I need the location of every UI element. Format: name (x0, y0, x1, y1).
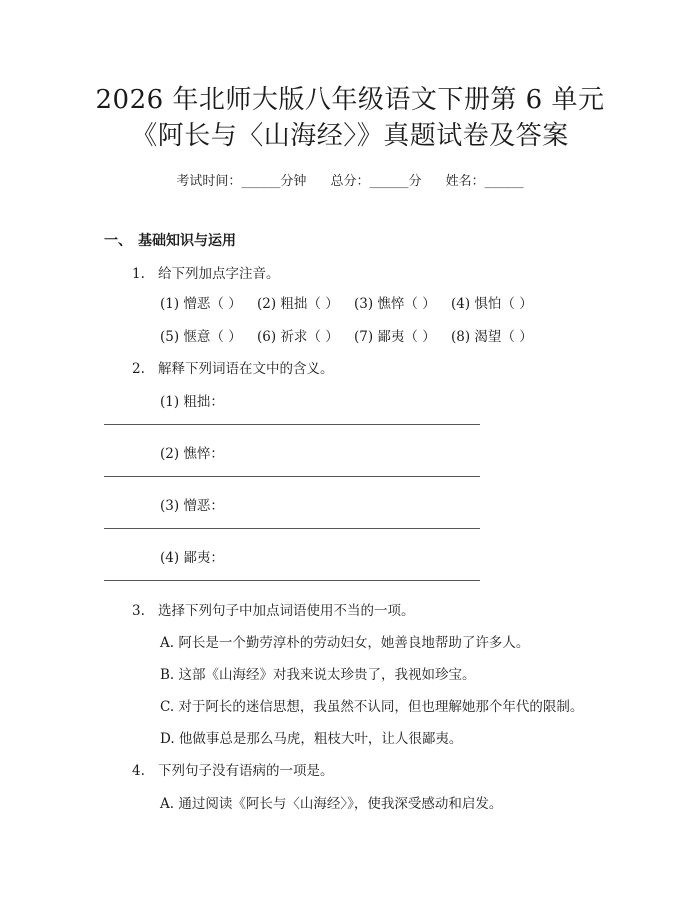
question-text: 给下列加点字注音。 (158, 266, 280, 282)
section-title: 基础知识与运用 (138, 233, 236, 249)
option-c: C. 对于阿长的迷信思想，我虽然不认同，但也理解她那个年代的限制。 (160, 699, 584, 715)
exam-time: 考试时间：______分钟 (176, 174, 307, 189)
section-number: 一、 (104, 233, 132, 249)
pinyin-row-1 (160, 292, 548, 312)
definition-item-4: (4) 鄙夷： (160, 550, 224, 566)
exam-score: 总分：______分 (330, 174, 422, 189)
pinyin-item: (7) 鄙夷（ ） (354, 329, 436, 345)
pinyin-item: (8) 渴望（ ） (451, 329, 533, 345)
pinyin-item: (5) 惬意（ ） (160, 329, 242, 345)
pinyin-item: (4) 惧怕（ ） (451, 296, 533, 312)
answer-line (104, 476, 480, 477)
question-text: 选择下列句子中加点词语使用不当的一项。 (158, 603, 415, 619)
title-line-2: 《阿长与〈山海经〉》真题试卷及答案 (131, 121, 569, 151)
answer-line (104, 580, 480, 581)
question-text: 下列句子没有语病的一项是。 (158, 763, 334, 779)
question-1 (132, 262, 280, 282)
option-b: B. 这部《山海经》对我来说太珍贵了，我视如珍宝。 (160, 667, 476, 683)
exam-meta (0, 170, 700, 189)
definition-item-3: (3) 憎恶： (160, 498, 224, 514)
pinyin-item: (3) 憔悴（ ） (354, 296, 436, 312)
definition-item-2: (2) 憔悴： (160, 446, 224, 462)
question-2 (132, 357, 334, 377)
question-number: 3. (132, 603, 145, 619)
option-d: D. 他做事总是那么马虎，粗枝大叶，让人很鄙夷。 (160, 731, 463, 747)
question-text: 解释下列词语在文中的含义。 (158, 361, 334, 377)
answer-line (104, 528, 480, 529)
option-a: A. 通过阅读《阿长与〈山海经〉》，使我深受感动和启发。 (160, 796, 503, 812)
section-heading (104, 230, 236, 250)
title-line-1: 2026 年北师大版八年级语文下册第 6 单元 (95, 85, 605, 115)
pinyin-item: (2) 粗拙（ ） (257, 296, 339, 312)
definition-item-1: (1) 粗拙： (160, 394, 224, 410)
exam-name: 姓名：______ (445, 174, 524, 189)
question-number: 4. (132, 763, 145, 779)
question-number: 1. (132, 266, 145, 282)
question-4 (132, 759, 334, 779)
option-a: A. 阿长是一个勤劳淳朴的劳动妇女，她善良地帮助了许多人。 (160, 635, 530, 651)
question-3 (132, 599, 415, 619)
answer-line (104, 424, 480, 425)
question-number: 2. (132, 361, 145, 377)
pinyin-item: (1) 憎恶（ ） (160, 296, 242, 312)
pinyin-row-2 (160, 325, 548, 345)
pinyin-item: (6) 祈求（ ） (257, 329, 339, 345)
